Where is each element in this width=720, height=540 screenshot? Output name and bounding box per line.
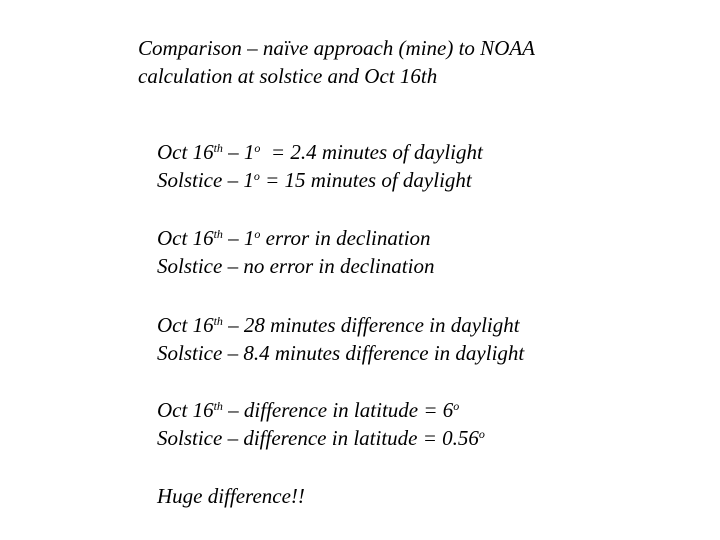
solstice-line: Solstice – difference in latitude = $0.56^o$ xyxy=(157,426,485,450)
oct16-line: Oct 16th – difference in latitude = $6^o$ xyxy=(157,398,460,422)
comparison-block-daylight xyxy=(157,311,524,367)
solstice-line: Solstice – no error in declination xyxy=(157,254,435,278)
solstice-line: Solstice – 8.4 minutes difference in daylight xyxy=(157,341,525,365)
oct16-line: Oct 16th – 28 minutes difference in daylight xyxy=(157,313,520,337)
title-line-1: Comparison – naïve approach (mine) to NOAA xyxy=(138,36,536,60)
comparison-block-angle xyxy=(157,138,483,194)
comparison-block-latitude xyxy=(157,396,485,452)
conclusion-text: Huge difference!! xyxy=(157,484,305,508)
slide-title xyxy=(138,34,535,90)
oct16-line: Oct 16th – 1$^o$ = 2.4 minutes of daylight xyxy=(157,140,483,164)
oct16-line: Oct 16th – 1$^o$ error in declination xyxy=(157,226,431,250)
solstice-line: Solstice – $1^o = 15$ minutes of daylight xyxy=(157,168,472,192)
title-line-2: calculation at solstice and Oct 16th xyxy=(138,64,438,88)
comparison-block-declination xyxy=(157,224,434,280)
